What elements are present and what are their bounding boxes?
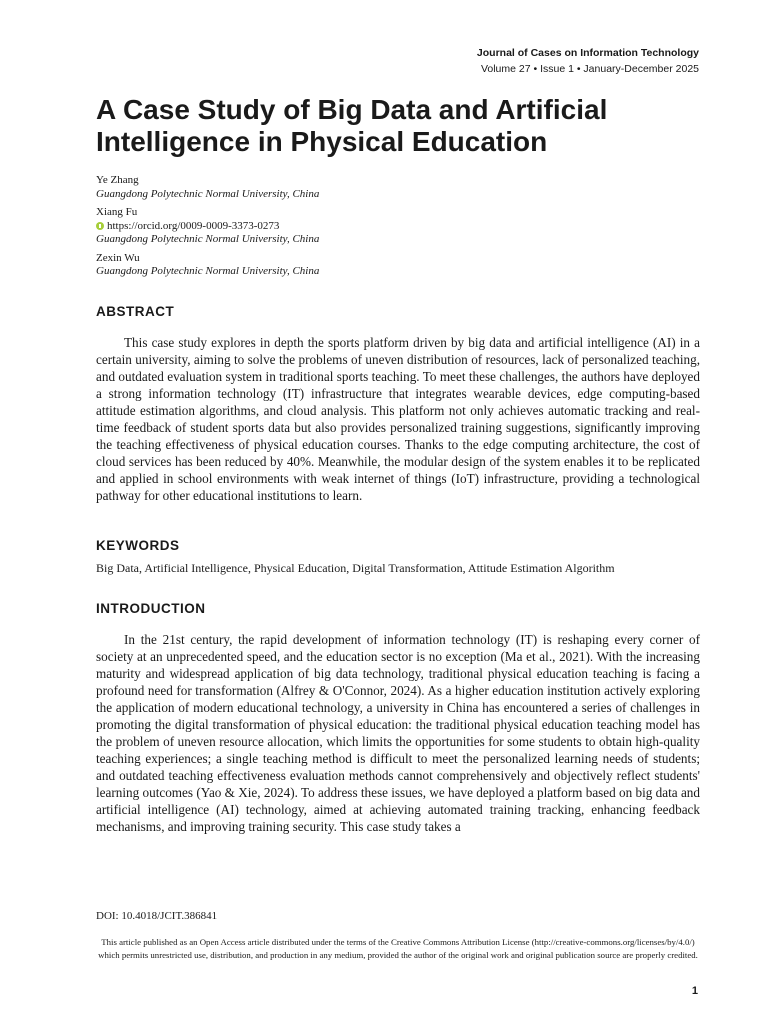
author-affiliation: Guangdong Polytechnic Normal University, China [96,233,320,245]
author-name: Xiang Fu [96,206,138,218]
orcid-icon [96,222,104,230]
orcid-row[interactable] [96,220,696,234]
license-notice: This article published as an Open Access article distributed under the terms of the Creative Commons Attribution License (http://creative-commons.org/licenses/by/4.0/) which permits unrestricted use, distribution, and production in any medium, provided the author of the original work and original publication source are properly credited. [98,937,698,960]
keywords-heading: KEYWORDS [96,538,180,553]
article-title: A Case Study of Big Data and Artificial Intelligence in Physical Education [96,94,608,157]
keywords-text: Big Data, Artificial Intelligence, Physical Education, Digital Transformation, Attitude Estimation Algorithm [96,561,615,575]
doi[interactable]: DOI: 10.4018/JCIT.386841 [96,910,218,922]
author-block [96,206,696,247]
author-name: Zexin Wu [96,251,140,264]
author-list [96,174,696,284]
introduction-heading: INTRODUCTION [96,601,206,616]
author-block [96,174,696,201]
page-number: 1 [691,985,698,997]
journal-header [477,45,699,77]
journal-issue: Volume 27 • Issue 1 • January-December 2025 [480,63,699,75]
abstract-heading: ABSTRACT [96,304,175,319]
introduction-text: In the 21st century, the rapid development of information technology (IT) is reshaping every corner of society at an unprecedented speed, and the education sector is no exception (Ma et al., 2021). With the increasing maturity and widespread application of big data technology, traditional physical education teaching is facing a profound need for transformation (Alfrey & O'Connor, 2024). As a higher education institution actively exploring the application of modern educational technology, a university in China has encountered a series of challenges in promoting the digital transformation of physical education: the traditional physical education teaching model has the problem of uneven resource allocation, which limits the opportunities for some students to obtain high-quality teaching experiences; a single teaching method is difficult to meet the personalized learning needs of students; and outdated teaching effectiveness evaluation methods cannot comprehensively and objectively reflect students' learning outcomes (Yao & Xie, 2024). To address these issues, we have deployed a platform based on big data and artificial intelligence (AI) technology, aimed at achieving automated training tracking, enhancing feedback mechanisms, and improving training security. This case study takes a [96,632,700,834]
journal-name: Journal of Cases on Information Technology [476,47,699,59]
author-affiliation: Guangdong Polytechnic Normal University, China [96,187,320,200]
abstract-text: This case study explores in depth the sports platform driven by big data and artificial intelligence (AI) in a certain university, aiming to solve the problems of uneven distribution of resources, lack of personalized teaching, and outdated evaluation system in traditional sports teaching. To meet these challenges, the authors have deployed a strong information technology (IT) infrastructure that integrates wearable devices, edge computing-based attitude estimation algorithms, and cloud analysis. This platform not only achieves automatic tracking and real-time feedback of student sports data but also provides personalized training suggestions, significantly improving the teaching effectiveness of physical education courses. Thanks to the edge computing architecture, the cost of cloud services has been reduced by 40%. Meanwhile, the modular design of the system enables it to be replicated and applied in school environments with weak internet of things (IoT) infrastructure, providing a technological pathway for other educational institutions to learn. [96,335,700,503]
author-block [96,252,696,279]
author-name: Ye Zhang [96,174,139,186]
author-affiliation: Guangdong Polytechnic Normal University, China [96,265,320,277]
orcid-link[interactable]: https://orcid.org/0009-0009-3373-0273 [107,219,280,232]
